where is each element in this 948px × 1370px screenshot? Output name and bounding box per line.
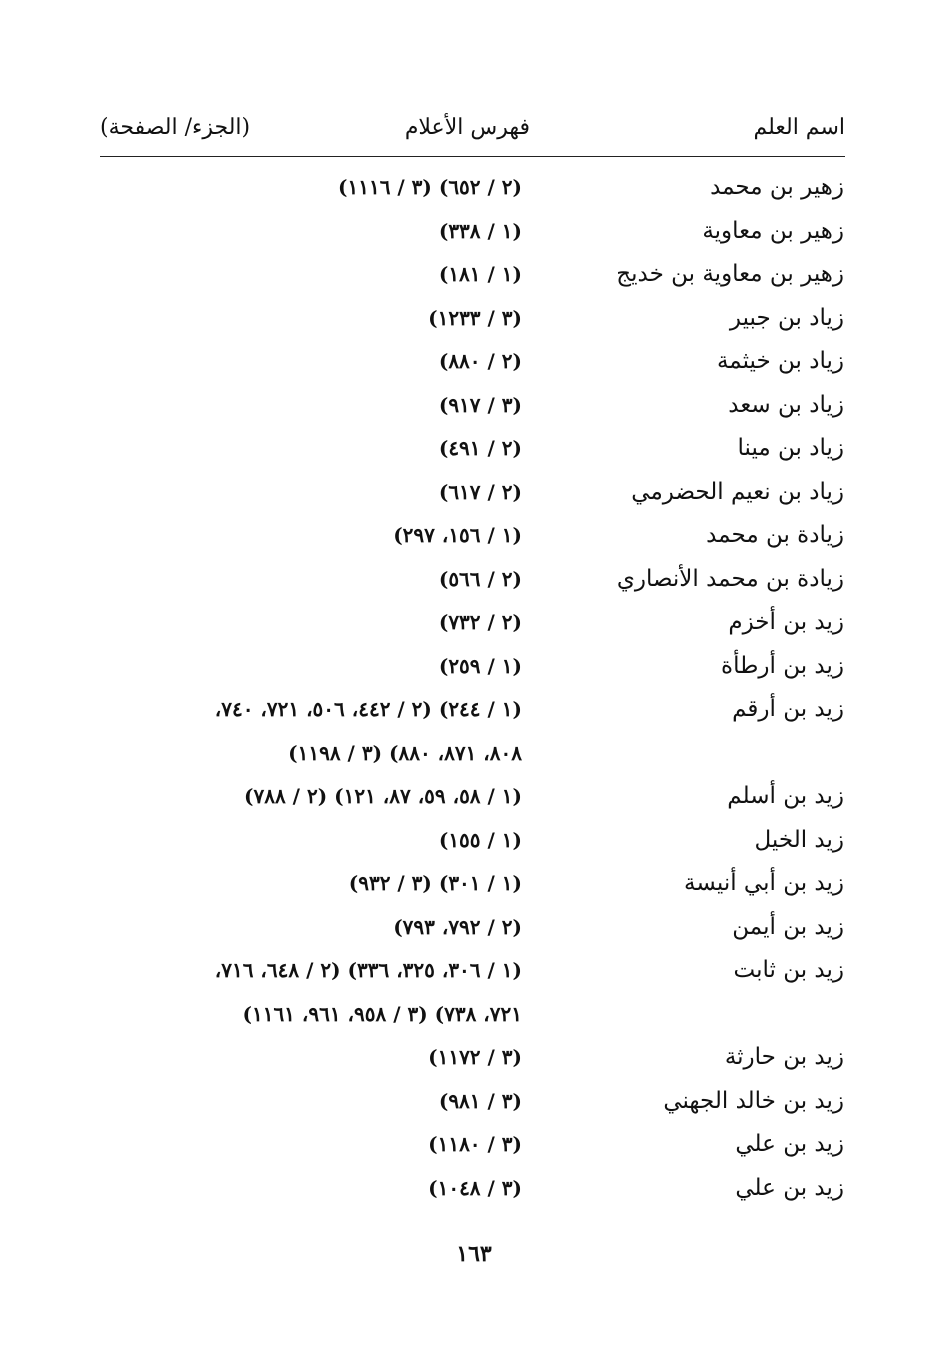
index-entries — [0, 166, 948, 1210]
entry-name: زياد بن خيثمة — [716, 348, 844, 374]
page-number: ١٦٣ — [456, 1241, 492, 1267]
index-entry-row — [0, 601, 948, 645]
entry-name: زيد بن أخزم — [728, 609, 844, 635]
entry-name: زيد بن حارثة — [724, 1044, 844, 1070]
entry-references: (٢ / ٤٩١) — [438, 436, 522, 460]
index-entry-row — [0, 775, 948, 819]
entry-name: زيد بن أبي أنيسة — [684, 870, 844, 896]
entry-references: (١ / ٣٣٨) — [438, 218, 522, 243]
entry-references: (١ / ٣٠١) (٣ / ٩٣٢) — [348, 871, 522, 895]
page-header — [100, 108, 845, 148]
entry-references: (١ / ١٥٦، ٢٩٧) — [393, 523, 522, 547]
name-column-heading: اسم العلم — [753, 115, 845, 140]
entry-references: (٢ / ٦٥٢) (٣ / ١١١٦) — [338, 175, 522, 199]
index-entry-row — [0, 471, 948, 515]
entry-references: (٢ / ٥٦٦) — [438, 566, 522, 591]
index-entry-row — [0, 949, 948, 993]
index-entry-row — [0, 384, 948, 428]
entry-name: زيد بن أرقم — [732, 696, 844, 722]
index-entry-row — [0, 819, 948, 863]
entry-references: (٣ / ١١٨٠) — [428, 1132, 522, 1156]
entry-references: ٨٠٨، ٨٧١، ٨٨٠) (٣ / ١١٩٨) — [288, 740, 522, 765]
entry-references: (١ / ٢٤٤) (٢ / ٤٤٢، ٥٠٦، ٧٢١، ٧٤٠، — [214, 697, 522, 721]
index-entry-row — [0, 1036, 948, 1080]
index-entry-row — [0, 688, 948, 732]
entry-references: (٣ / ١٢٣٣) — [428, 305, 522, 330]
index-entry-row — [0, 906, 948, 950]
index-entry-row — [0, 558, 948, 602]
index-entry-row — [0, 340, 948, 384]
entry-references: (١ / ٣٠٦، ٣٢٥، ٣٣٦) (٢ / ٦٤٨، ٧١٦، — [214, 958, 522, 982]
index-entry-row — [0, 210, 948, 254]
entry-name: زيد بن أيمن — [732, 913, 844, 940]
entry-name: زياد بن سعد — [728, 391, 844, 418]
entry-references: ٧٢١، ٧٣٨) (٣ / ٩٥٨، ٩٦١، ١١٦١) — [242, 1001, 522, 1026]
entry-references: (٢ / ٦١٧) — [438, 479, 522, 504]
entry-references: (٣ / ١١٧٢) — [428, 1045, 522, 1069]
entry-name: زيد بن علي — [735, 1131, 844, 1157]
index-entry-row — [0, 732, 948, 776]
entry-name: زهير بن محمد — [710, 174, 844, 200]
entry-name: زيادة بن محمد — [706, 522, 844, 548]
index-entry-row — [0, 514, 948, 558]
entry-name: زيد بن خالد الجهني — [663, 1087, 844, 1114]
index-entry-row — [0, 427, 948, 471]
index-entry-row — [0, 1167, 948, 1211]
entry-name: زهير بن معاوية بن خديج — [616, 261, 844, 287]
entry-references: (٢ / ٧٩٢، ٧٩٣) — [393, 914, 522, 939]
reference-column-heading: (الجزء/ الصفحة) — [100, 115, 251, 140]
index-entry-row — [0, 993, 948, 1037]
index-entry-row — [0, 645, 948, 689]
entry-references: (١ / ١٨١) — [438, 262, 522, 286]
entry-name: زيد الخيل — [754, 826, 844, 853]
entry-references: (٢ / ٧٣٢) — [438, 610, 522, 634]
entry-references: (١ / ٢٥٩) — [438, 653, 522, 678]
entry-name: زيد بن أسلم — [727, 783, 844, 809]
entry-references: (١ / ١٥٥) — [438, 827, 522, 852]
entry-references: (٣ / ٩١٧) — [438, 392, 522, 417]
entry-references: (٣ / ١٠٤٨) — [428, 1175, 522, 1200]
entry-references: (٣ / ٩٨١) — [438, 1088, 522, 1113]
entry-name: زياد بن نعيم الحضرمي — [631, 478, 844, 505]
index-entry-row — [0, 166, 948, 210]
header-rule — [100, 156, 845, 157]
index-entry-row — [0, 862, 948, 906]
entry-name: زياد بن جبير — [729, 304, 844, 331]
index-title: فهرس الأعلام — [404, 115, 530, 140]
entry-name: زهير بن معاوية — [702, 217, 844, 244]
entry-name: زيادة بن محمد الأنصاري — [616, 565, 844, 592]
entry-references: (١ / ٥٨، ٥٩، ٨٧، ١٢١) (٢ / ٧٨٨) — [244, 784, 522, 808]
entry-references: (٢ / ٨٨٠) — [438, 349, 522, 373]
index-entry-row — [0, 1123, 948, 1167]
entry-name: زيد بن أرطأة — [721, 652, 844, 679]
entry-name: زياد بن مينا — [737, 435, 844, 461]
index-entry-row — [0, 253, 948, 297]
index-entry-row — [0, 1080, 948, 1124]
index-entry-row — [0, 297, 948, 341]
entry-name: زيد بن علي — [735, 1174, 844, 1201]
entry-name: زيد بن ثابت — [733, 957, 844, 983]
